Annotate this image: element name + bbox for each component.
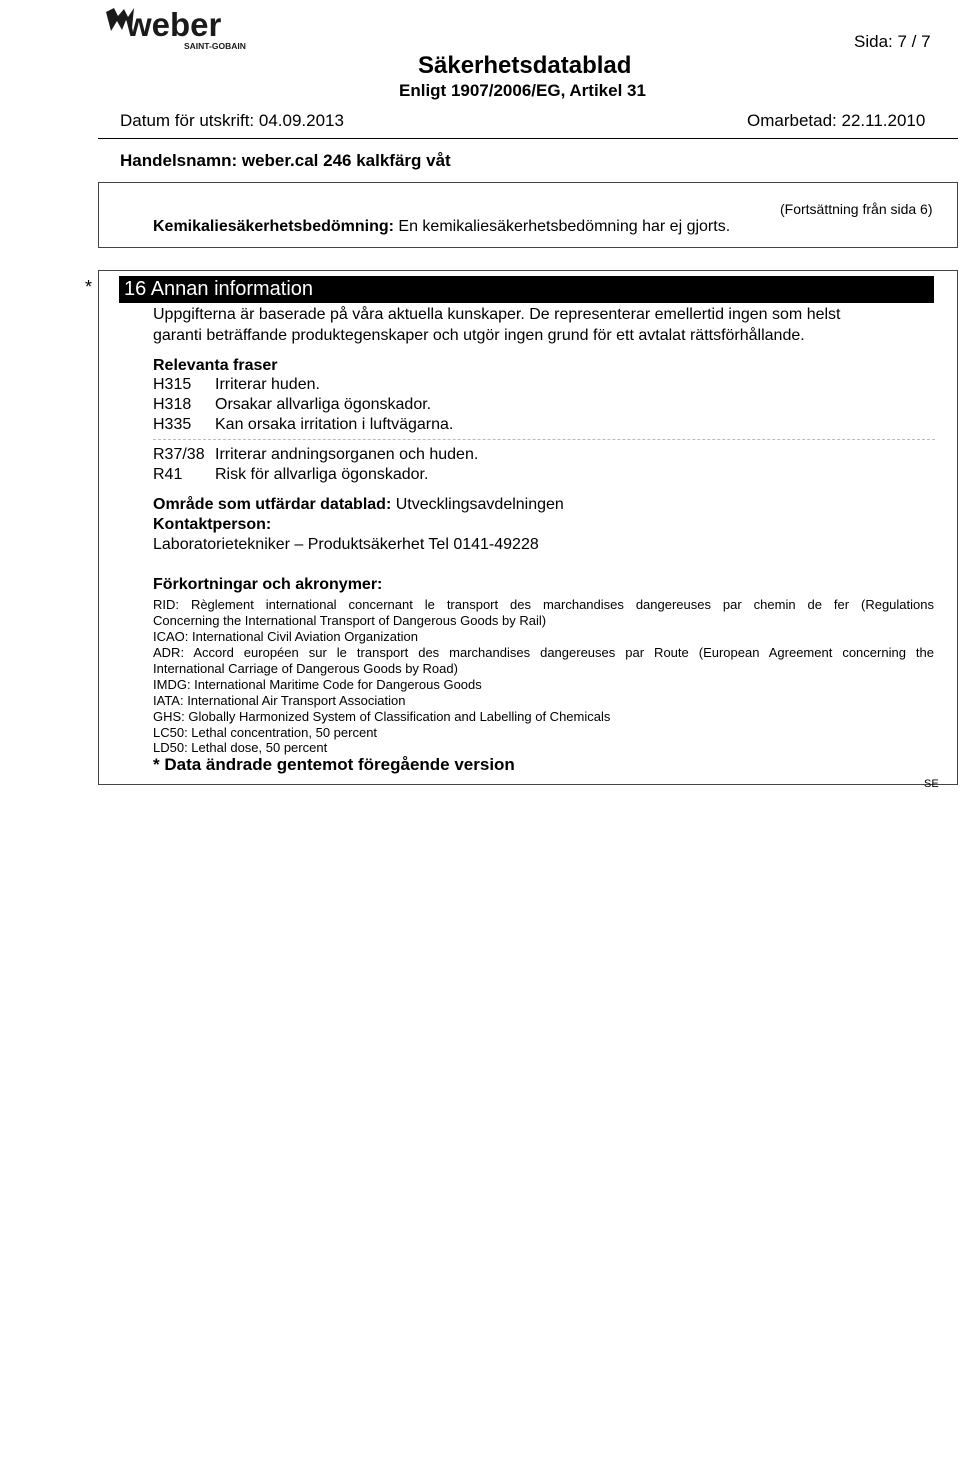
issuer-value: Utvecklingsavdelningen	[391, 496, 564, 513]
abbr-ld50: LD50: Lethal dose, 50 percent	[153, 740, 328, 755]
chem-assess-value: En kemikaliesäkerhetsbedömning har ej gjorts.	[393, 218, 731, 235]
abbr-iata: IATA: International Air Transport Association	[153, 693, 406, 708]
logo-wordmark: weber	[126, 6, 222, 43]
page-number: Sida: 7 / 7	[854, 32, 931, 51]
h-phrase-text: Irriterar huden.	[215, 376, 320, 393]
document-subtitle: Enligt 1907/2006/EG, Artikel 31	[399, 81, 646, 100]
abbr-rid-line-1: RID: Règlement international concernant le transport des marchandises dangereuses par chemin de fer (Regulations	[153, 597, 934, 612]
h-phrase-code: H318	[153, 396, 192, 413]
abbr-imdg: IMDG: International Maritime Code for Dangerous Goods	[153, 677, 482, 692]
changed-marker: *	[85, 277, 93, 297]
weber-logo	[104, 6, 252, 52]
chemical-safety-assessment	[153, 218, 730, 236]
h-phrase-text: Kan orsaka irritation i luftvägarna.	[215, 416, 454, 433]
r-phrase-text: Irriterar andningsorganen och huden.	[215, 446, 479, 463]
logo-subbrand: SAINT-GOBAIN	[184, 41, 246, 51]
intro-line-1: Uppgifterna är baserade på våra aktuella kunskaper. De representerar emellertid ingen som helst	[153, 306, 841, 323]
abbr-ghs: GHS: Globally Harmonized System of Classification and Labelling of Chemicals	[153, 709, 611, 724]
h-phrase-row	[153, 416, 453, 434]
header-divider	[98, 138, 958, 139]
r-phrase-code: R41	[153, 466, 183, 483]
abbr-adr-line-1: ADR: Accord européen sur le transport des marchandises dangereuses par Route (European Agreement concerning the	[153, 645, 934, 660]
abbr-rid-line-2: Concerning the International Transport of Dangerous Goods by Rail)	[153, 613, 547, 628]
changed-data-note: * Data ändrade gentemot föregående version	[153, 755, 515, 774]
h-phrase-code: H335	[153, 416, 192, 433]
r-phrase-row	[153, 466, 428, 484]
document-title: Säkerhetsdatablad	[418, 52, 632, 79]
issuer-line	[153, 496, 564, 514]
abbr-adr-line-2: International Carriage of Dangerous Goods by Road)	[153, 661, 458, 676]
contact-label: Kontaktperson:	[153, 516, 272, 533]
intro-line-2: garanti beträffande produktegenskaper och utgör ingen grund för ett avtalat rättsförhållande.	[153, 327, 805, 344]
language-code: SE	[924, 778, 939, 790]
print-date: Datum för utskrift: 04.09.2013	[120, 111, 344, 130]
section-16-heading: 16 Annan information	[119, 276, 934, 303]
h-phrase-row	[153, 376, 320, 394]
r-phrase-row	[153, 446, 478, 464]
abbr-lc50: LC50: Lethal concentration, 50 percent	[153, 725, 378, 740]
relevant-phrases-heading: Relevanta fraser	[153, 357, 278, 374]
continued-note: (Fortsättning från sida 6)	[780, 201, 933, 217]
phrase-divider	[153, 439, 935, 440]
contact-value: Laboratorietekniker – Produktsäkerhet Tel 0141-49228	[153, 536, 539, 553]
abbr-icao: ICAO: International Civil Aviation Organization	[153, 629, 418, 644]
chem-assess-label: Kemikaliesäkerhetsbedömning:	[153, 218, 394, 235]
trade-name: Handelsnamn: weber.cal 246 kalkfärg våt	[120, 151, 451, 170]
h-phrase-code: H315	[153, 376, 192, 393]
abbreviations-heading: Förkortningar och akronymer:	[153, 576, 383, 593]
r-phrase-text: Risk för allvarliga ögonskador.	[215, 466, 429, 483]
h-phrase-row	[153, 396, 431, 414]
r-phrase-code: R37/38	[153, 446, 205, 463]
revised-date: Omarbetad: 22.11.2010	[747, 111, 926, 130]
issuer-label: Område som utfärdar datablad:	[153, 496, 392, 513]
h-phrase-text: Orsakar allvarliga ögonskador.	[215, 396, 432, 413]
